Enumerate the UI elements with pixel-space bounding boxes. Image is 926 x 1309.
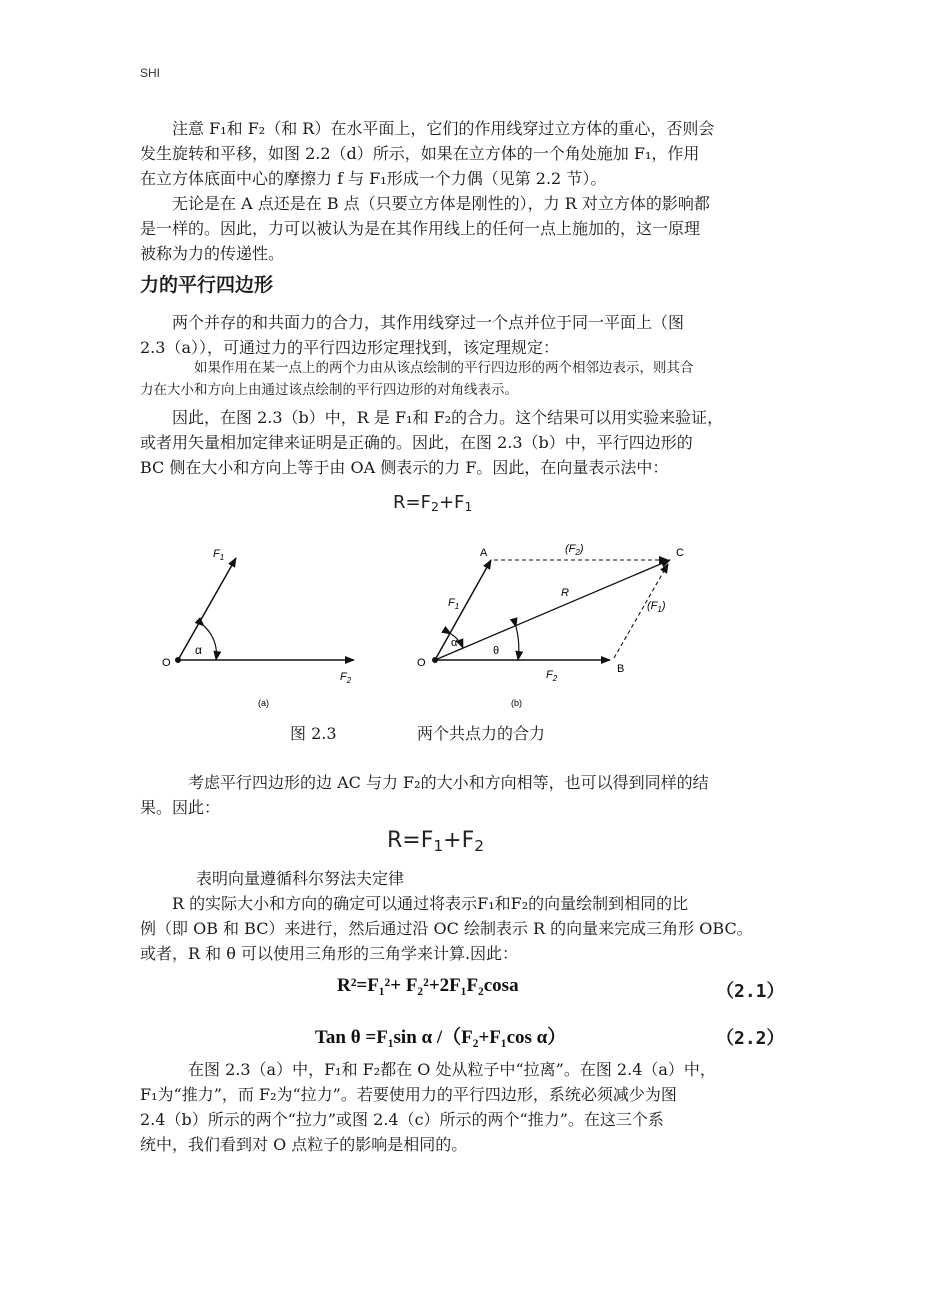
- label-o-a: O: [162, 657, 171, 669]
- label-f2-b: $F_2$: [546, 669, 558, 683]
- para4-line-1: 因此，在图 2.3（b）中，R 是 F₁和 F₂的合力。这个结果可以用实验来验证，: [172, 408, 724, 427]
- para8-line-2: F₁为“推力”，而 F₂为“拉力”。若要使用力的平行四边形，系统必须减少为图: [140, 1085, 677, 1104]
- equation-2: $R=F_1+F_2$: [387, 828, 485, 855]
- angle-arc-a: [204, 626, 216, 660]
- paragraph-5: [140, 770, 788, 820]
- para5-line-1: 考虑平行四边形的边 AC 与力 F₂的大小和方向相等，也可以得到同样的结: [188, 773, 709, 792]
- force-f1-arrow-a: [178, 558, 236, 660]
- para7-line-1: R 的实际大小和方向的确定可以通过将表示F₁和F₂的向量绘制到相同的比: [172, 894, 689, 913]
- para1-line-3: 在立方体底面中心的摩擦力 f 与 F₁形成一个力偶（见第 2.2 节）。: [140, 169, 607, 188]
- equation-2-1: R²=F₁²+ F₂²+2F₁F₂cosa: [337, 975, 519, 996]
- label-o-b: O: [417, 657, 426, 669]
- para8-line-4: 统中，我们看到对 O 点粒子的影响是相同的。: [140, 1135, 468, 1154]
- label-c-b: C: [676, 547, 684, 559]
- para1-line-2: 发生旋转和平移，如图 2.2（d）所示，如果在立方体的一个角处施加 F₁，作用: [140, 144, 700, 163]
- para7-line-2: 例（即 OB 和 BC）来进行，然后通过沿 OC 绘制表示 R 的向量来完成三角形 OBC。: [140, 919, 753, 938]
- equation-2-2-number: （2.2）: [716, 1028, 785, 1049]
- equation-1: $R=F_2+F_1$: [393, 492, 473, 515]
- paragraph-8: [140, 1057, 788, 1157]
- para4-line-2: 或者用矢量相加定律来证明是正确的。因此，在图 2.3（b）中，平行四边形的: [140, 433, 693, 452]
- para3-line-1: 两个并存的和共面力的合力，其作用线穿过一个点并位于同一平面上（图: [172, 313, 685, 332]
- para8-line-3: 2.4（b）所示的两个“拉力”或图 2.4（c）所示的两个“推力”。在这三个系: [140, 1110, 664, 1129]
- figure-caption-text: 两个共点力的合力: [417, 724, 546, 743]
- label-f1-a: $F_1$: [213, 548, 225, 562]
- paragraph-3: [140, 310, 788, 360]
- force-f1-arrow-b: [435, 560, 491, 660]
- figure-caption-number: 图 2.3: [290, 724, 337, 743]
- paragraph-2: [140, 191, 788, 266]
- label-a-b: A: [480, 547, 488, 559]
- label-f2-dashed: $(F_2)$: [565, 543, 584, 557]
- section-title: 力的平行四边形: [140, 274, 274, 296]
- label-f2-a: $F_2$: [340, 671, 352, 685]
- label-b-b: B: [617, 663, 625, 675]
- resultant-r-arrow: [435, 560, 670, 660]
- figure-a: [162, 548, 354, 708]
- para8-line-1: 在图 2.3（a）中，F₁和 F₂都在 O 处从粒子中“拉离”。在图 2.4（a）中，: [188, 1060, 716, 1079]
- theorem-quote: [140, 357, 788, 401]
- label-f1-b: $F_1$: [448, 597, 460, 611]
- label-part-b: (b): [511, 698, 522, 708]
- angle-arc-theta: [516, 627, 519, 660]
- para5-line-2: 果。因此：: [140, 798, 221, 817]
- equation-2-2: Tan θ =F₁sin α /（F₂+F₁cos α）: [315, 1027, 567, 1048]
- para1-line-1: 注意 F₁和 F₂（和 R）在水平面上，它们的作用线穿过立方体的重心，否则会: [172, 119, 715, 138]
- para2-line-3: 被称为力的传递性。: [140, 244, 285, 263]
- label-alpha-b: α: [451, 637, 458, 649]
- label-alpha-a: α: [195, 643, 202, 657]
- paragraph-7: [140, 891, 788, 966]
- figure-2-3: [140, 530, 700, 715]
- cornu-law-line: 表明向量遵循科尔努法夫定律: [196, 869, 405, 888]
- equation-2-1-number: （2.1）: [716, 981, 785, 1002]
- para2-line-1: 无论是在 A 点还是在 B 点（只要立方体是刚性的），力 R 对立方体的影响都: [172, 194, 710, 213]
- figure-b: [417, 543, 684, 708]
- paragraph-1: [140, 116, 788, 191]
- page-header: SHI: [140, 66, 161, 80]
- paragraph-4: [140, 405, 788, 480]
- para2-line-2: 是一样的。因此，力可以被认为是在其作用线上的任何一点上施加的，这一原理: [140, 219, 701, 238]
- label-theta-b: θ: [493, 645, 500, 657]
- label-f1-dashed: $(F_1)$: [647, 600, 666, 614]
- label-part-a: (a): [258, 698, 269, 708]
- label-r-b: R: [561, 587, 569, 599]
- quote-line-2: 力在大小和方向上由通过该点绘制的平行四边形的对角线表示。: [140, 382, 518, 398]
- para4-line-3: BC 侧在大小和方向上等于由 OA 侧表示的力 F。因此，在向量表示法中：: [140, 458, 669, 477]
- para7-line-3: 或者，R 和 θ 可以使用三角形的三角学来计算.因此：: [140, 944, 519, 963]
- para3-line-2: 2.3（a）），可通过力的平行四边形定理找到，该定理规定：: [140, 338, 559, 357]
- quote-line-1: 如果作用在某一点上的两个力由从该点绘制的平行四边形的两个相邻边表示，则其合: [194, 360, 694, 376]
